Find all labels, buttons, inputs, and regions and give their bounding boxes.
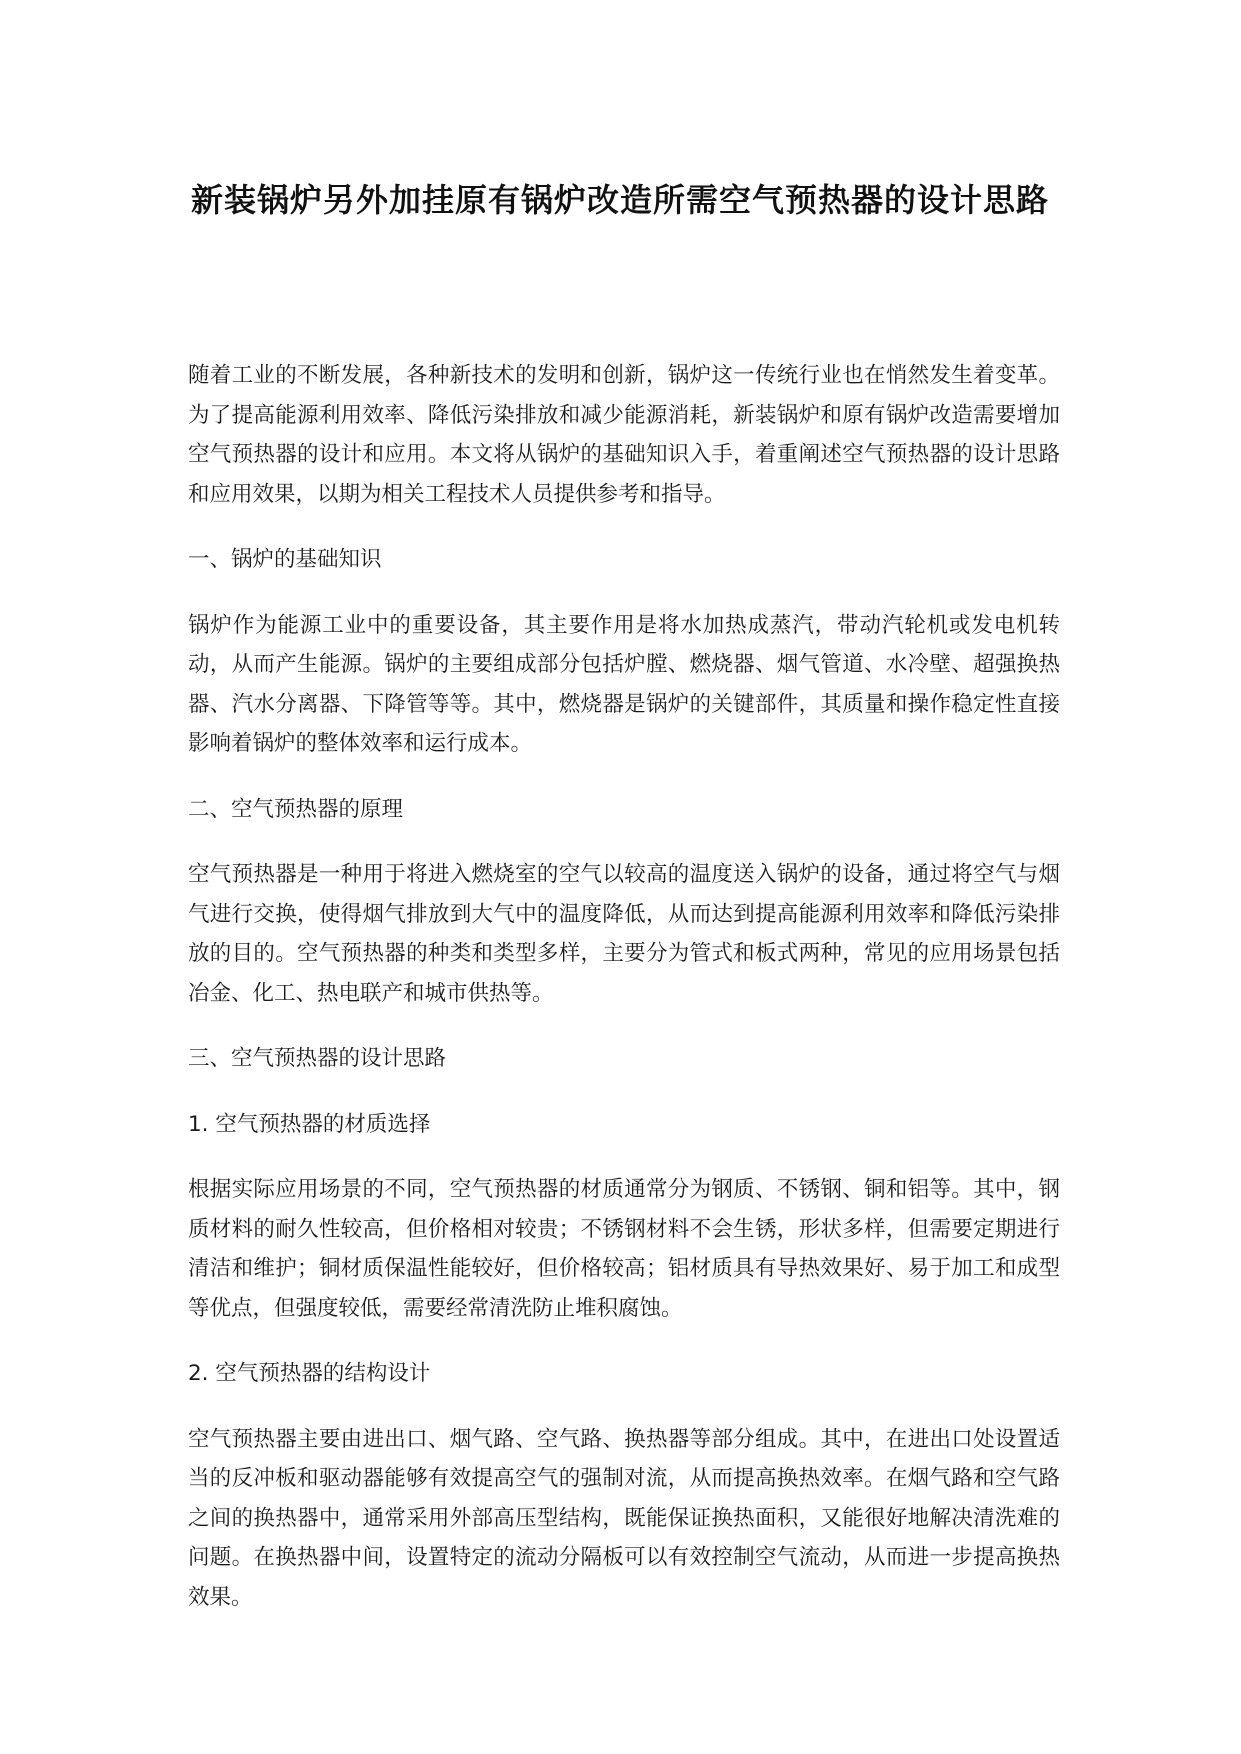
structure-design-paragraph: 空气预热器主要由进出口、烟气路、空气路、换热器等部分组成。其中，在进出口处设置适当的反冲板和驱动器能够有效提高空气的强制对流，从而提高换热效率。在烟气路和空气路之间的换热器中，通常采用外部高压型结构，既能保证换热面积，又能很好地解决清洗难的问题。在换热器中间，设置特定的流动分隔板可以有效控制空气流动，从而进一步提高换热效果。	[188, 1426, 1060, 1610]
material-selection-paragraph: 根据实际应用场景的不同，空气预热器的材质通常分为钢质、不锈钢、铜和铝等。其中，钢质材料的耐久性较高，但价格相对较贵；不锈钢材料不会生锈，形状多样，但需要定期进行清洁和维护；铜材质保温性能较好，但价格较高；铝材质具有导热效果好、易于加工和成型等优点，但强度较低，需要经常清洗防止堆积腐蚀。	[188, 1177, 1060, 1321]
subsection-heading-material-selection: 1. 空气预热器的材质选择	[188, 1111, 431, 1137]
section-heading-design-approach: 三、空气预热器的设计思路	[188, 1046, 447, 1071]
section-heading-boiler-basics: 一、锅炉的基础知识	[188, 547, 382, 572]
document-body	[188, 356, 1060, 1643]
subsection-heading-structure-design: 2. 空气预热器的结构设计	[188, 1361, 431, 1386]
preheater-principle-paragraph: 空气预热器是一种用于将进入燃烧室的空气以较高的温度送入锅炉的设备，通过将空气与烟气进行交换，使得烟气排放到大气中的温度降低，从而达到提高能源利用效率和降低污染排放的目的。空气预热器的种类和类型多样，主要分为管式和板式两种，常见的应用场景包括冶金、化工、热电联产和城市供热等。	[188, 862, 1060, 1006]
section-heading-preheater-principle: 二、空气预热器的原理	[188, 796, 404, 822]
document-title: 新装锅炉另外加挂原有锅炉改造所需空气预热器的设计思路	[190, 181, 1049, 219]
boiler-basics-paragraph: 锅炉作为能源工业中的重要设备，其主要作用是将水加热成蒸汽，带动汽轮机或发电机转动，从而产生能源。锅炉的主要组成部分包括炉膛、燃烧器、烟气管道、水冷壁、超强换热器、汽水分离器、下降管等等。其中，燃烧器是锅炉的关键部件，其质量和操作稳定性直接影响着锅炉的整体效率和运行成本。	[188, 612, 1060, 756]
intro-paragraph: 随着工业的不断发展，各种新技术的发明和创新，锅炉这一传统行业也在悄然发生着变革。为了提高能源利用效率、降低污染排放和减少能源消耗，新装锅炉和原有锅炉改造需要增加空气预热器的设计和应用。本文将从锅炉的基础知识入手，着重阐述空气预热器的设计思路和应用效果，以期为相关工程技术人员提供参考和指导。	[188, 363, 1060, 507]
